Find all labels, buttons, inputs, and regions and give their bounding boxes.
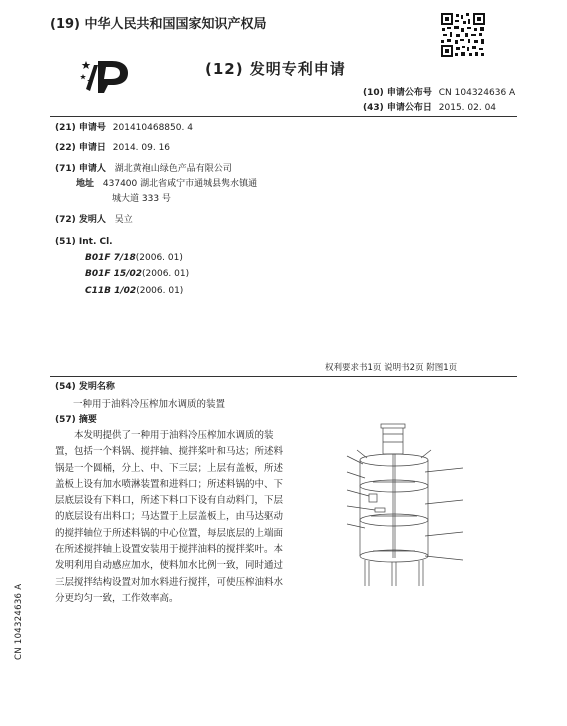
application-number-label: (21) 申请号 <box>55 123 106 133</box>
ipc-version: (2006. 01) <box>136 286 184 296</box>
ipc-code: B01F 15/02 <box>85 269 143 279</box>
ipc-entry <box>85 253 183 263</box>
invention-title: 一种用于油料冷压榨加水调质的装置 <box>73 399 226 410</box>
title-label: (54) 发明名称 <box>55 382 115 392</box>
int-cl-label: (51) Int. Cl. <box>55 237 113 247</box>
address-row <box>76 178 257 191</box>
ipc-code: C11B 1/02 <box>85 286 137 296</box>
publication-number-row <box>363 86 515 100</box>
document-type: (12) 发明专利申请 <box>205 60 346 78</box>
publication-date-row <box>363 101 496 115</box>
publication-number: CN 104324636 A <box>438 88 516 98</box>
inventor-label: (72) 发明人 <box>55 215 106 225</box>
publication-date: 2015. 02. 04 <box>438 103 497 113</box>
abstract-text: 本发明提供了一种用于油料冷压榨加水调质的装置，包括一个料锅、搅拌轴、搅拌桨叶和马达；所述料锅是一个圆桶，分上、中、下三层；上层有盖板，所述盖板上设有加水喷淋装置和进料口；所述料锅的中、下层底层设有下料口，所述下料口下设有自动料门，下层的底层设有出料口；马达置于上层盖板上，由马达驱动的搅拌轴位于所述料锅的中心位置，每层底层的上端面在所述搅拌轴上设置安装用于搅拌油料的搅拌桨叶。本发明利用自动感应加水，使料加水比例一致，同时通过三层搅拌结构设置对加水料进行搅拌，可使压榨油料水分更均匀一致，工作效率高。 <box>55 430 284 604</box>
ipc-version: (2006. 01) <box>135 253 183 263</box>
ipc-code: B01F 7/18 <box>85 253 136 263</box>
applicant-name: 湖北黄袍山绿色产品有限公司 <box>114 164 232 174</box>
inventor-name: 吴立 <box>114 215 133 225</box>
header-divider <box>50 116 517 117</box>
application-number: 201410468850. 4 <box>112 123 193 133</box>
filing-date-label: (22) 申请日 <box>55 143 106 153</box>
application-number-row <box>55 122 193 135</box>
inventor-row <box>55 214 133 227</box>
side-publication-number: CN 104324636 A <box>14 583 24 660</box>
address-label: 地址 <box>76 179 95 189</box>
abstract-label: (57) 摘要 <box>55 415 97 425</box>
filing-date-row <box>55 142 170 155</box>
address-line-1: 437400 湖北省咸宁市通城县隽水镇通 <box>102 179 258 189</box>
qr-code <box>441 13 485 57</box>
publication-number-label: (10) 申请公布号 <box>363 88 432 98</box>
publication-date-label: (43) 申请公布日 <box>363 103 432 113</box>
ipc-entry <box>85 286 183 296</box>
device-drawing <box>345 420 465 588</box>
applicant-row <box>55 163 232 176</box>
office-logo <box>80 55 132 95</box>
applicant-label: (71) 申请人 <box>55 164 106 174</box>
address-line-2: 城大道 333 号 <box>112 194 171 204</box>
filing-date: 2014. 09. 16 <box>112 143 171 153</box>
ipc-version: (2006. 01) <box>142 269 190 279</box>
office-name: (19) 中华人民共和国国家知识产权局 <box>50 17 267 32</box>
page-counts: 权利要求书1页 说明书2页 附图1页 <box>325 363 458 373</box>
section-divider <box>50 376 517 377</box>
ipc-entry <box>85 269 189 279</box>
